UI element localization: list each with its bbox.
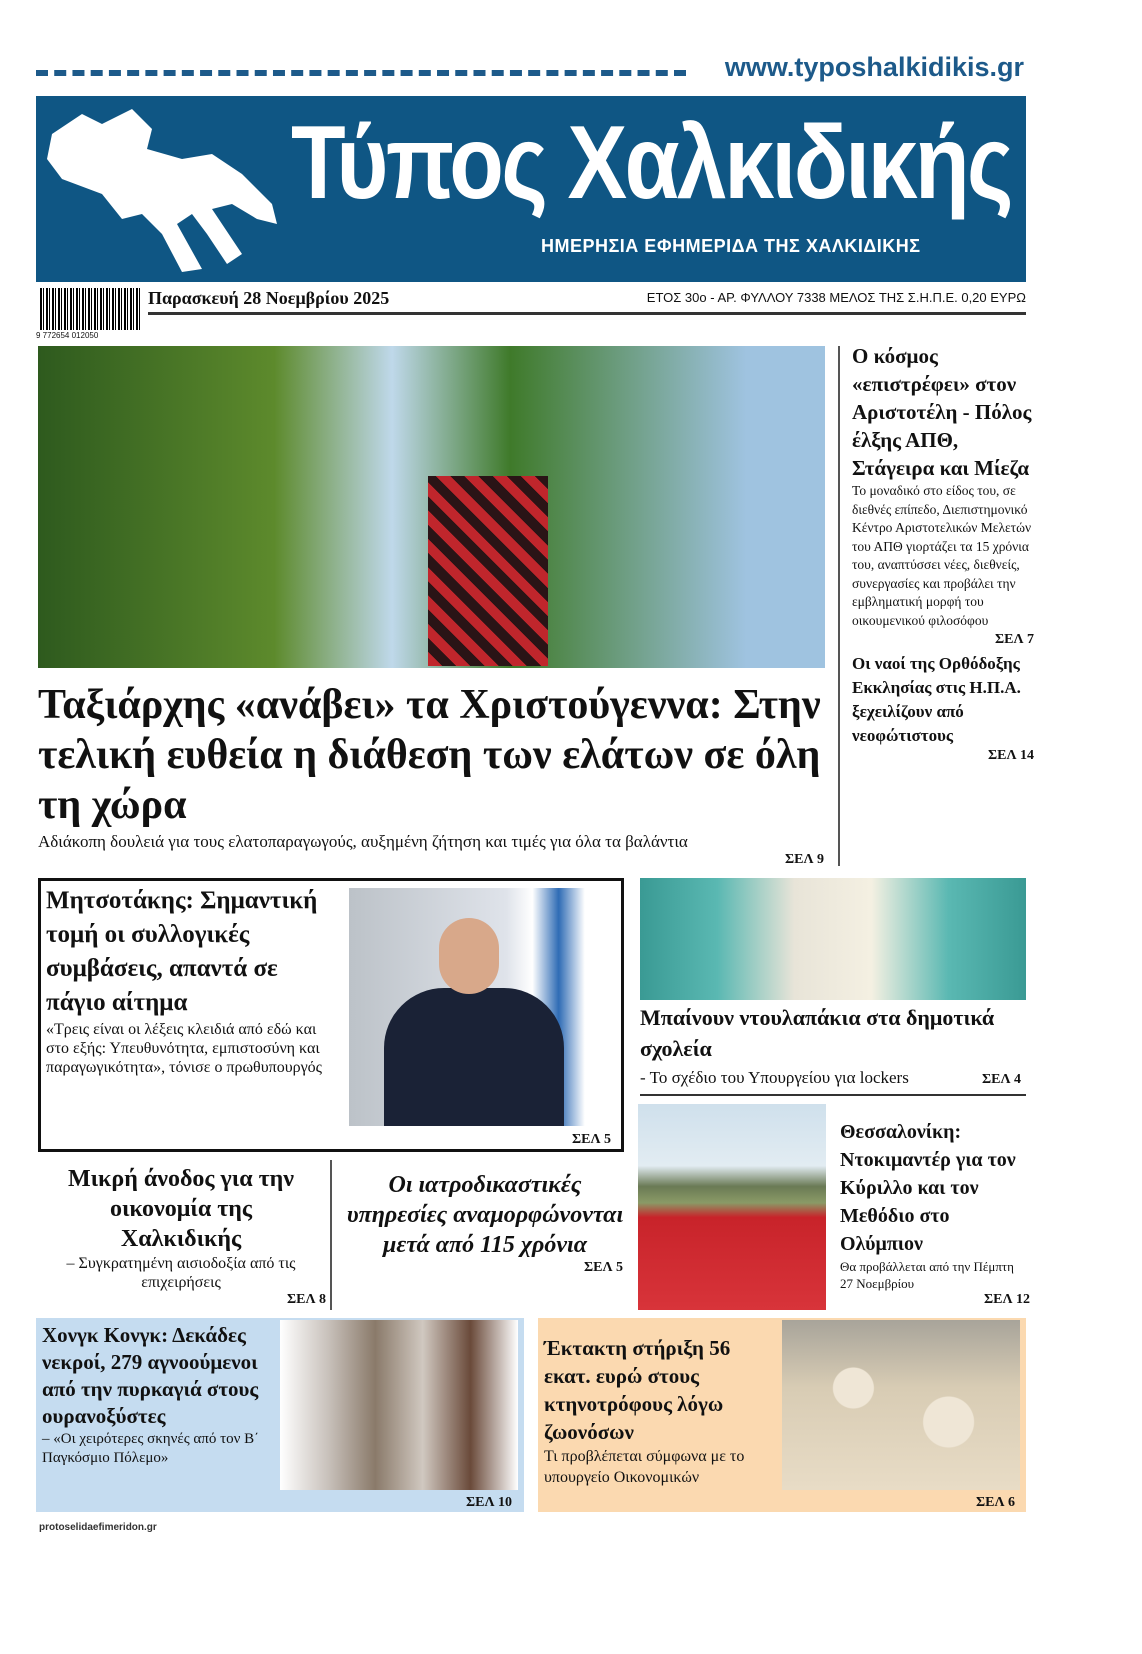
main-page: ΣΕΛ 9	[784, 852, 824, 867]
side2-page: ΣΕΛ 14	[987, 748, 1034, 763]
medical-page: ΣΕΛ 5	[583, 1260, 623, 1275]
newspaper-title: Τύπος Χαλκιδικής	[291, 105, 1011, 221]
watermark: protoselidaefimeridon.gr	[36, 1522, 160, 1533]
fire-tower-photo	[280, 1320, 518, 1490]
lockers-photo	[640, 878, 1026, 1000]
side-column	[852, 342, 1034, 764]
thessaloniki-headline[interactable]: Θεσσαλονίκη: Ντοκιμαντέρ για τον Κύριλλο και τον Μεθόδιο στο Ολύμπιον	[840, 1121, 1016, 1255]
hongkong-story	[42, 1322, 274, 1468]
medical-story	[345, 1170, 625, 1276]
support-headline[interactable]: Έκτακτη στήριξη 56 εκατ. ευρώ στους κτηνοτρόφους λόγω ζωονόσων	[544, 1336, 731, 1444]
economy-story	[56, 1164, 326, 1308]
mitsotakis-photo	[349, 888, 611, 1126]
dashed-rule	[36, 70, 686, 76]
header-rule	[148, 312, 1026, 315]
issue-info: ΕΤΟΣ 30ο - ΑΡ. ΦΥΛΛΟΥ 7338 ΜΕΛΟΣ ΤΗΣ Σ.Η.Π.Ε. 0,20 ΕΥΡΩ	[646, 290, 1026, 305]
thessaloniki-page: ΣΕΛ 12	[983, 1292, 1030, 1307]
hongkong-text: – «Οι χειρότερες σκηνές από τον Β΄ Παγκόσμιο Πόλεμο»	[42, 1431, 260, 1466]
person-figure	[384, 988, 564, 1126]
masthead	[36, 96, 1026, 282]
side1-text: Το μοναδικό στο είδος του, σε διεθνές επίπεδο, Διεπιστημονικό Κέντρο Αριστοτελικών Μελετών του ΑΠΘ γιορτάζει τα 15 χρόνια του, αναπτύσσει νέες, διεθνείς, συνεργασίες και προβάλει την εμβληματική μορφή του οικουμενικού φιλοσόφου	[852, 483, 1032, 628]
column-divider	[838, 346, 840, 866]
mitsotakis-page: ΣΕΛ 5	[572, 1132, 612, 1147]
main-headline[interactable]: Ταξιάρχης «ανάβει» τα Χριστούγεννα: Στην τελική ευθεία η διάθεση των ελάτων σε όλη τη χώρα	[38, 682, 821, 828]
newspaper-subtitle: ΗΜΕΡΗΣΙΑ ΕΦΗΜΕΡΙΔΑ ΤΗΣ ΧΑΛΚΙΔΙΚΗΣ	[541, 236, 921, 256]
lockers-headline[interactable]: Μπαίνουν ντουλαπάκια στα δημοτικά σχολεία	[640, 1005, 995, 1061]
christmas-trees-photo	[38, 346, 825, 668]
side1-page: ΣΕΛ 7	[994, 632, 1034, 647]
sheep-photo	[782, 1320, 1020, 1490]
main-lead: Αδιάκοπη δουλειά για τους ελατοπαραγωγούς, αυξημένη ζήτηση και τιμές για όλα τα βαλάντια	[38, 832, 688, 851]
side1-headline[interactable]: Ο κόσμος «επιστρέφει» στον Αριστοτέλη - Πόλος έλξης ΑΠΘ, Στάγειρα και Μίεζα	[852, 344, 1032, 480]
economy-text: – Συγκρατημένη αισιοδοξία από τις επιχειρήσεις	[66, 1255, 296, 1291]
website-url[interactable]: www.typoshalkidikis.gr	[724, 52, 1024, 82]
poppy-field-photo	[638, 1104, 826, 1310]
chalkidiki-map-icon	[42, 104, 282, 274]
thessaloniki-story	[840, 1118, 1030, 1308]
support-story	[544, 1334, 780, 1488]
rule	[640, 1094, 1026, 1096]
medical-headline[interactable]: Οι ιατροδικαστικές υπηρεσίες αναμορφώνονται μετά από 115 χρόνια	[346, 1172, 624, 1258]
economy-page: ΣΕΛ 8	[286, 1292, 326, 1307]
main-story	[38, 680, 828, 868]
lockers-page: ΣΕΛ 4	[982, 1072, 1022, 1087]
column-divider	[330, 1160, 332, 1310]
support-page: ΣΕΛ 6	[976, 1495, 1016, 1510]
side2-headline[interactable]: Οι ναοί της Ορθόδοξης Εκκλησίας στις Η.Π.Α. ξεχειλίζουν από νεοφώτιστους	[852, 654, 1021, 745]
economy-headline[interactable]: Μικρή άνοδος για την οικονομία της Χαλκιδικής	[67, 1166, 295, 1252]
thessaloniki-text: Θα προβάλλεται από την Πέμπτη 27 Νοεμβρίου	[840, 1259, 1014, 1291]
barcode-number: 9 772654 012050	[36, 331, 99, 340]
person-face	[439, 918, 499, 994]
farmer-figure	[428, 476, 548, 666]
barcode	[40, 288, 140, 330]
issue-date: Παρασκευή 28 Νοεμβρίου 2025	[148, 288, 390, 308]
hongkong-headline[interactable]: Χονγκ Κονγκ: Δεκάδες νεκροί, 279 αγνοούμενοι από την πυρκαγιά στους ουρανοξύστες	[42, 1323, 259, 1428]
mitsotakis-text: «Τρεις είναι οι λέξεις κλειδιά από εδώ και στο εξής: Υπευθυνότητα, εμπιστοσύνη και παραγωγικότητα», τόνισε ο πρωθυπουργός	[46, 1021, 323, 1076]
mitsotakis-headline[interactable]: Μητσοτάκης: Σημαντική τομή οι συλλογικές συμβάσεις, απαντά σε πάγιο αίτημα	[46, 887, 318, 1016]
mitsotakis-story	[46, 884, 342, 1077]
lockers-text: - Το σχέδιο του Υπουργείου για lockers	[640, 1068, 909, 1087]
support-text: Τι προβλέπεται σύμφωνα με το υπουργείο Οικονομικών	[544, 1448, 745, 1486]
hongkong-page: ΣΕΛ 10	[466, 1495, 513, 1510]
